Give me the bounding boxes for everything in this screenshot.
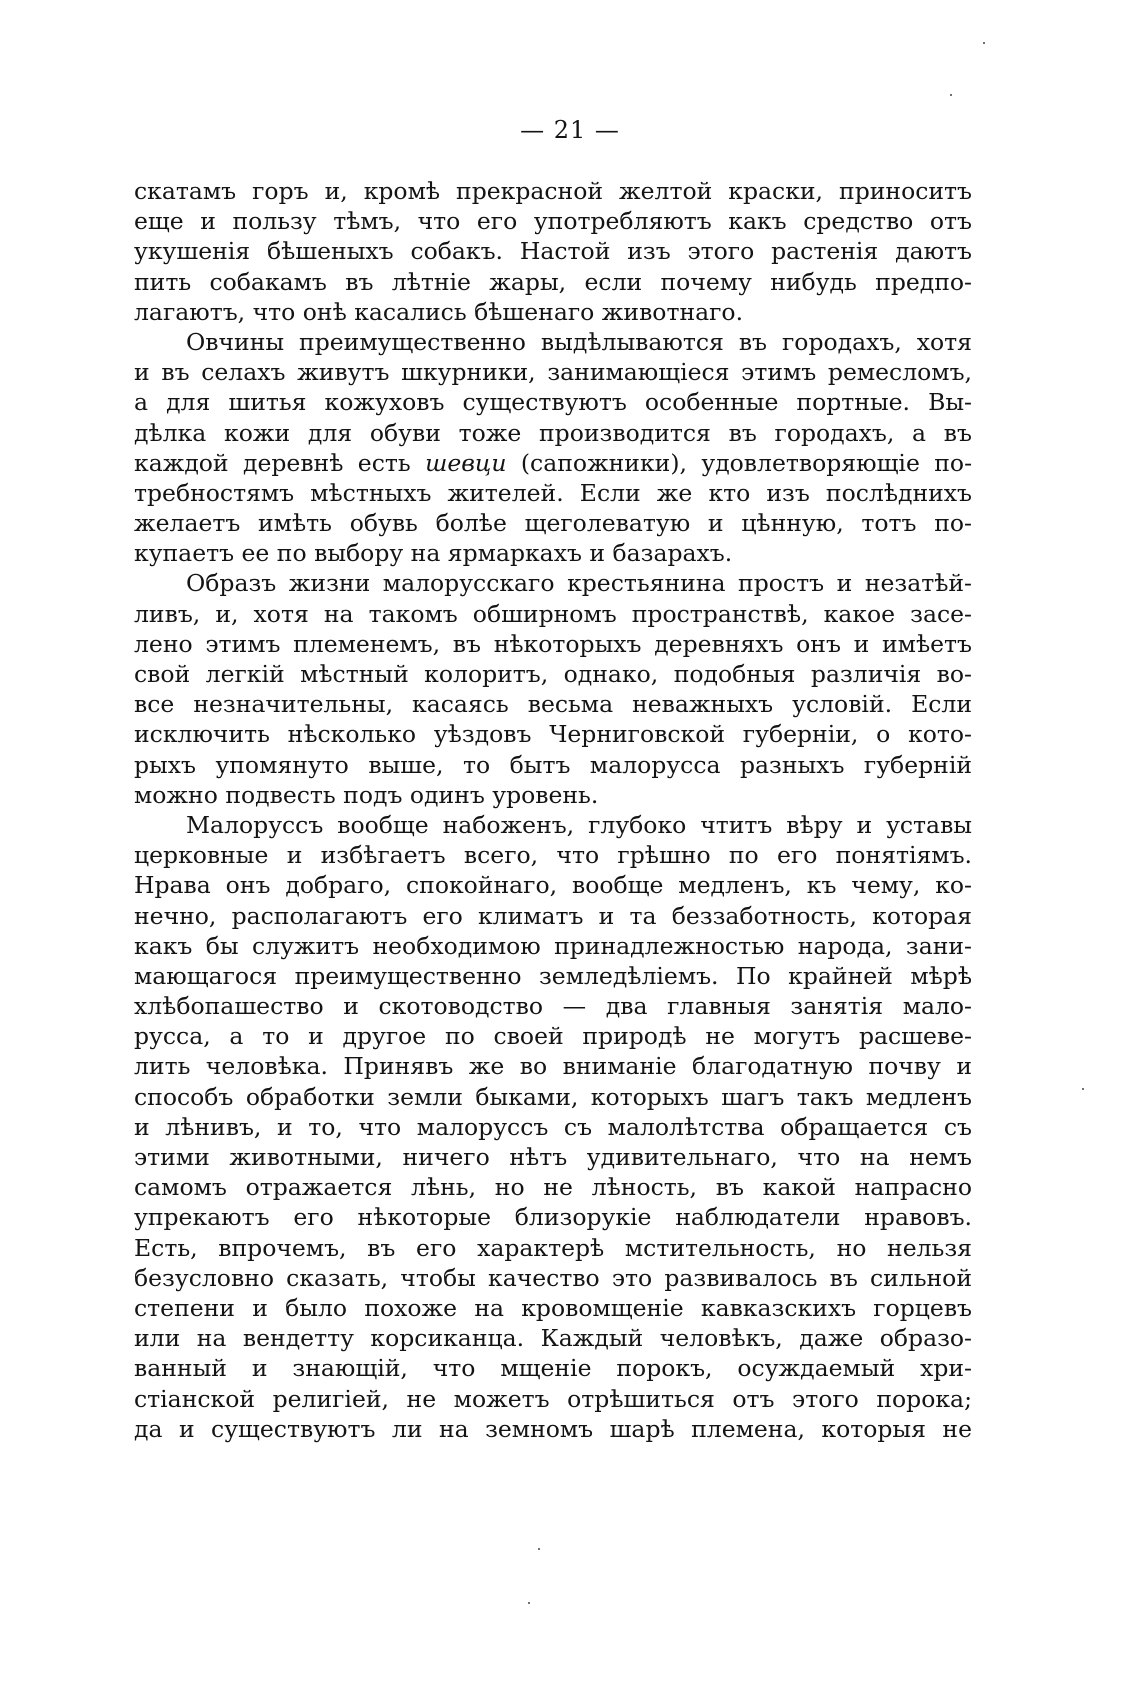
text-line: или на вендетту корсиканца. Каждый человѣкъ, даже образо- (134, 1324, 972, 1353)
text-line: желаетъ имѣть обувь болѣе щеголеватую и цѣнную, тотъ по- (134, 509, 972, 538)
text-line: Есть, впрочемъ, въ его характерѣ мстительность, но нельзя (134, 1233, 972, 1262)
text-line: и лѣнивъ, и то, что малоруссъ съ малолѣтства обращается съ (134, 1112, 972, 1141)
text-line: ванный и знающій, что мщеніе порокъ, осуждаемый хри- (134, 1354, 972, 1383)
text-line: еще и пользу тѣмъ, что его употребляютъ какъ средство отъ (134, 207, 972, 236)
text-line: этими животными, ничего нѣтъ удивительнаго, что на немъ (134, 1143, 972, 1171)
text-line: церковные и избѣгаетъ всего, что грѣшно по его понятіямъ. (134, 841, 972, 870)
text-line: степени и было похоже на кровомщеніе кавказскихъ горцевъ (134, 1293, 972, 1322)
text-line: все незначительны, касаясь весьма неважныхъ условій. Если (134, 690, 972, 719)
text-line: скатамъ горъ и, кромѣ прекрасной желтой краски, приноситъ (134, 177, 972, 205)
text-line: упрекаютъ его нѣкоторые близорукіе наблюдатели нравовъ. (134, 1203, 972, 1232)
paragraph-start-line: Малоруссъ вообще набоженъ, глубоко чтитъ вѣру и уставы (186, 810, 972, 839)
scan-speck (1082, 1088, 1084, 1090)
text-line: стіанской религіей, не можетъ отрѣшиться отъ этого порока; (134, 1384, 972, 1413)
body-text (134, 176, 972, 1444)
text-line: требностямъ мѣстныхъ жителей. Если же кто изъ послѣднихъ (134, 478, 972, 507)
text-line: русса, а то и другое по своей природѣ не могутъ расшеве- (134, 1022, 972, 1051)
text-line: лагаютъ, что онѣ касались бѣшенаго животнаго. (134, 297, 744, 326)
paragraph-start-line: Образъ жизни малорусскаго крестьянина простъ и незатѣй- (186, 569, 972, 598)
page-number: — 21 — (520, 116, 620, 144)
text-line: ливъ, и, хотя на такомъ обширномъ пространствѣ, какое засе- (134, 599, 972, 628)
text-line: рыхъ упомянуто выше, то бытъ малорусса разныхъ губерній (134, 750, 972, 779)
text-line: нечно, располагаютъ его климатъ и та беззаботность, которая (134, 901, 972, 930)
paragraph-start-line: Овчины преимущественно выдѣлываются въ городахъ, хотя (186, 327, 972, 356)
scan-speck (538, 1548, 540, 1550)
text-line: хлѣбопашество и скотоводство — два главныя занятія мало- (134, 992, 972, 1021)
text-line: каждой деревнѣ есть шевци (сапожники), удовлетворяющіе по- (134, 448, 972, 477)
text-line: мающагося преимущественно земледѣліемъ. По крайней мѣрѣ (134, 961, 972, 990)
text-line: а для шитья кожуховъ существуютъ особенные портные. Вы- (134, 388, 972, 417)
text-line: самомъ отражается лѣнь, но не лѣность, въ какой напрасно (134, 1173, 972, 1202)
scan-speck (950, 94, 952, 96)
text-line: лено этимъ племенемъ, въ нѣкоторыхъ деревняхъ онъ и имѣетъ (134, 629, 972, 658)
text-line: свой легкій мѣстный колоритъ, однако, подобныя различія во- (134, 660, 972, 688)
text-line: укушенія бѣшеныхъ собакъ. Настой изъ этого растенія даютъ (134, 237, 972, 266)
scan-speck (983, 42, 985, 44)
text-line: исключить нѣсколько уѣздовъ Черниговской губерніи, о кото- (134, 720, 972, 749)
text-line: пить собакамъ въ лѣтніе жары, если почему нибудь предпо- (134, 267, 972, 296)
text-line: дѣлка кожи для обуви тоже производится въ городахъ, а въ (134, 418, 972, 447)
text-line: лить человѣка. Принявъ же во вниманіе благодатную почву и (134, 1052, 972, 1081)
text-line: какъ бы служитъ необходимою принадлежностью народа, зани- (134, 931, 972, 960)
text-line: можно подвесть подъ одинъ уровень. (134, 780, 599, 809)
emphasized-word: шевци (425, 448, 507, 477)
text-line: Нрава онъ добраго, спокойнаго, вообще медленъ, къ чему, ко- (134, 871, 972, 900)
text-line: купаетъ ее по выбору на ярмаркахъ и базарахъ. (134, 539, 733, 568)
text-line: и въ селахъ живутъ шкурники, занимающіеся этимъ ремесломъ, (134, 358, 972, 387)
scan-speck (528, 1602, 530, 1604)
text-line: да и существуютъ ли на земномъ шарѣ племена, которыя не (134, 1414, 972, 1443)
text-line: способъ обработки земли быками, которыхъ шагъ такъ медленъ (134, 1082, 972, 1111)
text-line: безусловно сказать, чтобы качество это развивалось въ сильной (134, 1263, 972, 1292)
